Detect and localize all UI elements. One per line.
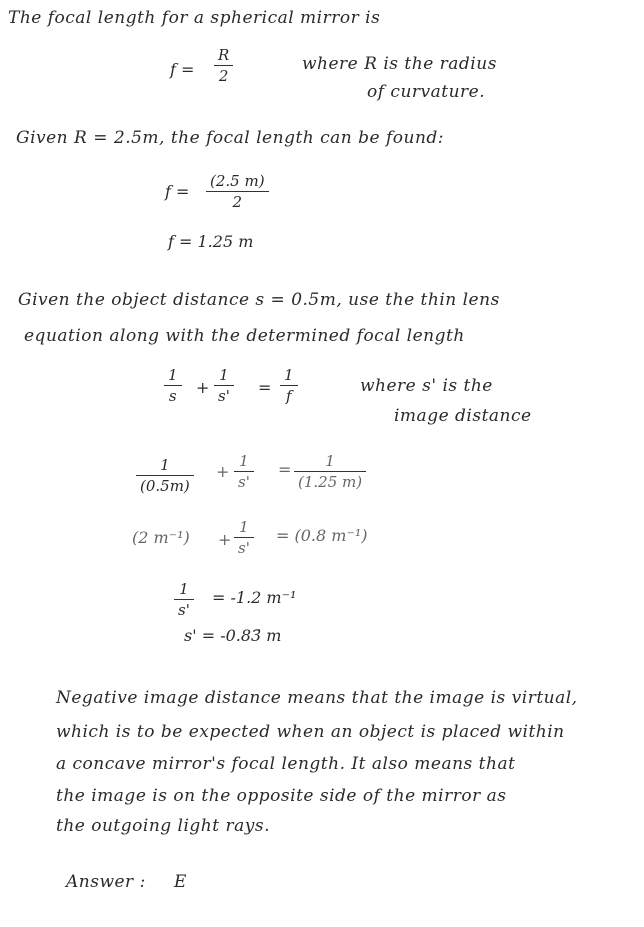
fraction-numerator: 1 [160, 456, 170, 474]
conclusion-line2: which is to be expected when an object is placed within [56, 722, 565, 742]
fraction-denominator: s' [238, 539, 250, 557]
fraction-numerator: 1 [179, 580, 189, 598]
image-distance-note-line1: where s' is the [360, 376, 493, 396]
conclusion-line3: a concave mirror's focal length. It also means that [56, 754, 516, 774]
fraction-numerator: (2.5 m) [210, 172, 265, 190]
answer-label: Answer : [66, 872, 146, 892]
focal-length-result: f = 1.25 m [168, 232, 254, 251]
answer-value: E [174, 872, 187, 892]
image-distance-result: s' = -0.83̄ m [184, 626, 282, 645]
fraction-denominator: (1.25 m) [298, 473, 363, 491]
focal-eq1-fraction [206, 172, 269, 211]
step1-term-2 [234, 452, 254, 491]
fraction-numerator: 1 [219, 366, 229, 384]
step1-equals: = [278, 460, 292, 479]
step1-plus: + [216, 462, 230, 481]
focal-eq1-lhs: f = [165, 182, 190, 201]
step3-rhs: = -1.2 m⁻¹ [212, 588, 297, 607]
lens-equation-intro: equation along with the determined focal length [24, 326, 465, 346]
fraction-numerator: 1 [239, 452, 249, 470]
fraction-denominator: (0.5m) [140, 477, 190, 495]
fraction-numerator: 1 [325, 452, 335, 470]
focal-formula-fraction [214, 46, 233, 85]
step2-plus: + [218, 530, 232, 549]
step2-fraction [234, 518, 254, 557]
step2-lhs: (2 m⁻¹) [132, 528, 190, 547]
step2-rhs: = (0.8 m⁻¹) [276, 526, 368, 545]
radius-note-line2: of curvature. [367, 82, 486, 102]
fraction-denominator: 2 [232, 193, 243, 211]
lens-term-2 [214, 366, 234, 405]
fraction-denominator: s' [218, 387, 230, 405]
fraction-numerator: 1 [284, 366, 294, 384]
lens-term-1 [164, 366, 182, 405]
step1-term-1 [136, 456, 194, 495]
radius-note-line1: where R is the radius [302, 54, 497, 74]
fraction-numerator: 1 [168, 366, 178, 384]
intro-line: The focal length for a spherical mirror is [8, 8, 381, 28]
fraction-denominator: f [285, 387, 292, 405]
lens-term-3 [280, 366, 298, 405]
lens-plus: + [196, 378, 210, 397]
step1-term-3 [294, 452, 366, 491]
fraction-numerator: R [218, 46, 230, 64]
fraction-numerator: 1 [239, 518, 249, 536]
fraction-denominator: s' [178, 601, 190, 619]
given-radius-line: Given R = 2.5m, the focal length can be found: [16, 128, 445, 148]
conclusion-line5: the outgoing light rays. [56, 816, 270, 836]
image-distance-note-line2: image distance [394, 406, 532, 426]
conclusion-line1: Negative image distance means that the image is virtual, [56, 688, 578, 708]
lens-equals: = [258, 378, 272, 397]
fraction-denominator: 2 [218, 67, 229, 85]
conclusion-line4: the image is on the opposite side of the mirror as [56, 786, 507, 806]
fraction-denominator: s' [238, 473, 250, 491]
fraction-denominator: s [168, 387, 177, 405]
object-distance-line: Given the object distance s = 0.5m, use the thin lens [18, 290, 500, 310]
step3-fraction [174, 580, 194, 619]
focal-formula-lhs: f = [170, 60, 195, 79]
